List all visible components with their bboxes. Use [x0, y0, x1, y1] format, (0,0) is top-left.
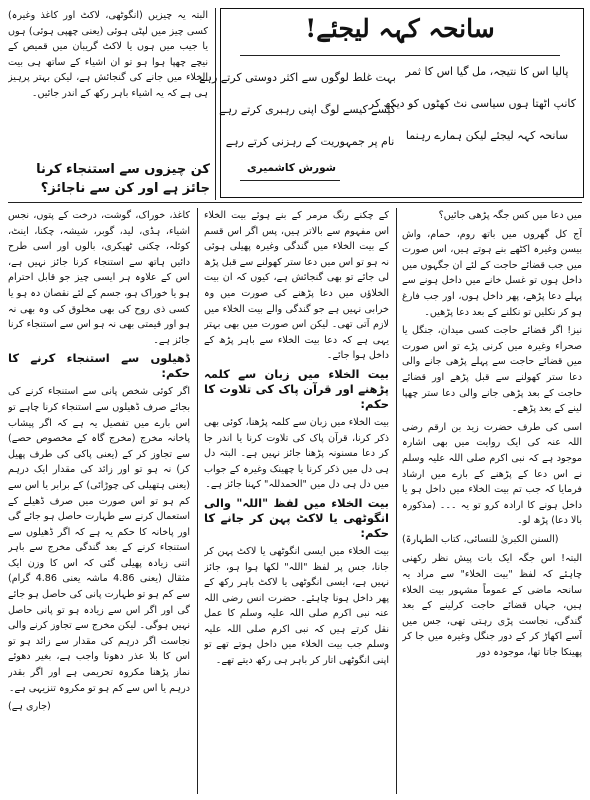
column-2-paragraph: بیت الخلاء میں زبان سے کلمہ پڑھنا، کوئی بھی ذکر کرنا، قرآن پاک کی تلاوت کرنا یا اندر جا کر دعا مسنونہ پڑھنا جائز نہیں ہے۔ البتہ دل ہی دل میں ذکر کرنا یا چھینک وغیرہ کے جواب میں دل ہی دل میں "الحمدللہ" کہنا جائز ہے۔ — [204, 416, 389, 491]
article-column-2 — [204, 208, 389, 796]
poem-verse-right-2: کانپ اٹھتا ہوں سیاسی نٹ کھٹوں کو دیکھ کر — [368, 97, 576, 110]
column-2-heading: بیت الخلاء میں لفظ "اللہ" والی انگوٹھی یا لاکٹ پہن کر جانے کا حکم: — [204, 495, 389, 540]
column-divider — [197, 208, 198, 794]
column-2-paragraph: کے چکنے رنگ مرمر کے بنے ہوئے بیت الخلاء اس مفہوم سے بالاتر ہیں، پس اگر اس قسم کے بیت الخلاء میں گندگی وغیرہ پھیلی ہوئی نہ ہو تو اس میں دعا ستر کھولنے سے قبل پڑھ لی جائے تو بھی گنجائش ہے، کیوں کہ ان بیت الخلاؤں میں دعا پڑھنے کی صورت میں وہ خرابی نہیں ہے جو گندگی والے بیت الخلاء میں لازم آتی تھی۔ لیکن اس صورت میں بھی بہتر یہی ہے کہ دعا بیت الخلاء سے باہر پڑھ کے داخل ہوا جائے۔ — [204, 210, 389, 362]
column-2-paragraph: بیت الخلاء میں ایسی انگوٹھی یا لاکٹ پہن کر جانا، جس پر لفظ "اللہ" لکھا ہوا ہو، جائز نہیں ہے، ایسی انگوٹھی یا لاکٹ باہر رکھ کے پھر داخل ہونا چاہئے۔ حضرت انس رضی اللہ عنہ نبی اکرم صلی اللہ علیہ وسلم کا عمل نقل کرتے ہیں کہ نبی اکرم صلی اللہ علیہ وسلم جب بیت الخلاء میں داخل ہوتے تھے تو اپنی انگوٹھی اتار کر باہر ہی رکھ دیتے تھے۔ — [204, 545, 389, 667]
poem-verse-left-3: نام پر جمہوریت کے رہزنی کرتے رہے — [225, 135, 395, 148]
continued-note: (جاری ہے) — [8, 701, 51, 713]
column-divider — [396, 208, 397, 794]
column-1-paragraph: اسی کی طرف حضرت زید بن ارقم رضی اللہ عنہ کی ایک روایت میں بھی اشارہ موجود ہے کہ نبی اکرم صلی اللہ علیہ وسلم نے اس دعا کے پڑھنے کے بارے میں ارشاد فرمایا کہ جب تم بیت الخلاء میں داخل ہو یا داخل ہونے کا ارادہ کرو تو یہ ۔۔۔ (مذکورہ بالا دعا) پڑھ لو۔ — [402, 421, 582, 527]
sidebar-question-heading: کن چیزوں سے استنجاء کرنا جائز ہے اور کن سے ناجائز؟ — [36, 162, 210, 196]
poem-verse-left-1: بہت غلط لوگوں سے اکثر دوستی کرتے رہے — [199, 71, 396, 84]
poem-verse-right-1: پالیا اس کا نتیجہ، مل گیا اس کا ثمر — [405, 65, 569, 78]
article-column-1 — [402, 208, 582, 796]
top-column-divider — [215, 8, 216, 200]
poem-verse-right-3: سانحہ کہہ لیجئے لیکن ہمارے رہنما — [405, 129, 569, 142]
citation: (السنن الکبریٰ للنسائی، کتاب الطہارۃ) — [402, 533, 559, 545]
column-2-heading: بیت الخلاء میں زبان سے کلمہ پڑھنے اور قرآن پاک کی تلاوت کا حکم: — [204, 366, 389, 411]
column-1-paragraph: البتہ! اس جگہ ایک بات پیش نظر رکھنی چاہئے کہ لفظ "بیت الخلاء" سے مراد یہ سانحہ ماضی کے عموماً مشہور بیت الخلاء ہیں، جہاں قضائے حاجت کرلینے کے بعد گندگی، نجاست پڑی رہتی تھی، جس میں آسے اکھاڑ کر کے دور جنگل وغیرہ میں جا کر پھینکا جاتا تھا، موجودہ دور — [402, 553, 582, 659]
poet-name: شورش کاشمیری — [247, 162, 336, 174]
poet-rule — [240, 180, 340, 181]
poem-title: سانحہ کہہ لیجئے! — [305, 14, 495, 43]
column-3-paragraph: کاغذ، خوراک، گوشت، درخت کے پتوں، نجس اشیاء، ہڈی، لید، گوبر، شیشہ، چکنا، اینٹ، کوئلہ، چکنی ٹھیکری، بالوں اور اسی طرح دائیں ہاتھ سے استنجاء کرنا جائز نہیں ہے، اس کے علاوہ ہر ایسی چیز جو قابل احترام ہو یا خوراک ہو، جسم کے لئے نقصان دہ ہو یا کسی ذی روح کی بھی مخلوق کی وہ بھی نہ ہو اور قیمتی بھی نہ ہو اس سے استنجاء کرنا جائز ہے۔ — [8, 210, 190, 346]
column-1-paragraph: میں دعا میں کس جگہ پڑھی جائیں؟ — [438, 210, 582, 221]
poem-verse-left-2: کیسے کیسے لوگ اپنی رہبری کرتے رہے — [219, 103, 396, 116]
column-1-paragraph: نیز! اگر قضائے حاجت کسی میدان، جنگل یا صحراء وغیرہ میں کرنی پڑے تو اس صورت میں قضائے حاجت سے پہلے پڑھی جانے والی دعا ستر کھولنے سے قبل پڑھے اور قضائے حاجت کے بعد پڑھی جانے والی دعا ستر چھپا لینے کے بعد پڑھے۔ — [402, 325, 582, 415]
sidebar-paragraph: البتہ یہ چیزیں (انگوٹھی، لاکٹ اور کاغذ وغیرہ) کسی چیز میں لپٹی ہوئی (یعنی چھپی ہوئی) ہوں یا جیب میں ہوں یا لاکٹ گریبان میں قمیص کے نیچے چھپا ہوا ہو تو ان اشیاء کے ساتھ ہی بیت الخلاء میں جانے کی گنجائش ہے، لیکن بہتر پرہیز ہی ہے کہ یہ اشیاء باہر رکھ کے اندر جائیں۔ — [8, 10, 208, 99]
column-3-heading: ڈھیلوں سے استنجاء کرنے کا حکم: — [8, 351, 190, 381]
article-column-3 — [8, 208, 190, 796]
column-3-paragraph: اگر کوئی شخص پانی سے استنجاء کرنے کی بجائے صرف ڈھیلوں سے استنجاء کرنا چاہے تو اس بارے میں تفصیل یہ ہے کہ اگر پیشاب پاخانہ مخرج (مخرج گاہ کے مخصوص حصے) سے تجاوز کر کے (یعنی پاکی کی طرف پھیل کر) نہ ہو تو اور زائد کی مقدار ایک درہم (یعنی ہتھیلی کی چوڑائی) کے برابر یا اس سے کم ہو تو اس صورت میں صرف ڈھیلے کے استعمال کرنے سے طہارت حاصل ہو جائے گی اور پاخانہ کا حکم یہ ہے کہ اگر ڈھیلوں سے استنجاء کرنے کے بعد گندگی مخرج سے باہر اتنی زیادہ پھیلی گئی کہ اس کا وزن ایک مثقال (یعنی 4.86 ماشہ یعنی 4.86 گرام) سے کم ہو تو طہارت پانی کی حاصل ہو جائے گی اور اگر اس سے زیادہ ہو تو پانی حاصل نہیں ہوگی۔ لیکن مخرج سے تجاوز کرنے والی نجاست اگر درہم کی مقدار سے زائد ہو تو اس کا بلا عذر دھونا واجب ہے، بغیر دھوئے نماز پڑھنا مکروہ تحریمی ہے اور اگر بقدر درہم یا اس سے کم ہو تو مکروہ تنزیہی ہے۔ — [8, 386, 190, 694]
column-1-paragraph: آج کل گھروں میں باتھ روم، حمام، واش بیسن وغیرہ اکٹھے بنے ہوتے ہیں، اس صورت میں جب قضائے حاجت کے لئے ان جگہوں میں داخل ہوں تو غسل خانے میں داخل ہونے سے پہلے دعا پڑھے، پھر داخل ہوں، اور جب فارغ ہو کر نکلیں تو نکلنے کے بعد دعا پڑھیں۔ — [402, 228, 582, 318]
poem-title-rule — [240, 55, 560, 56]
section-divider — [8, 202, 582, 203]
